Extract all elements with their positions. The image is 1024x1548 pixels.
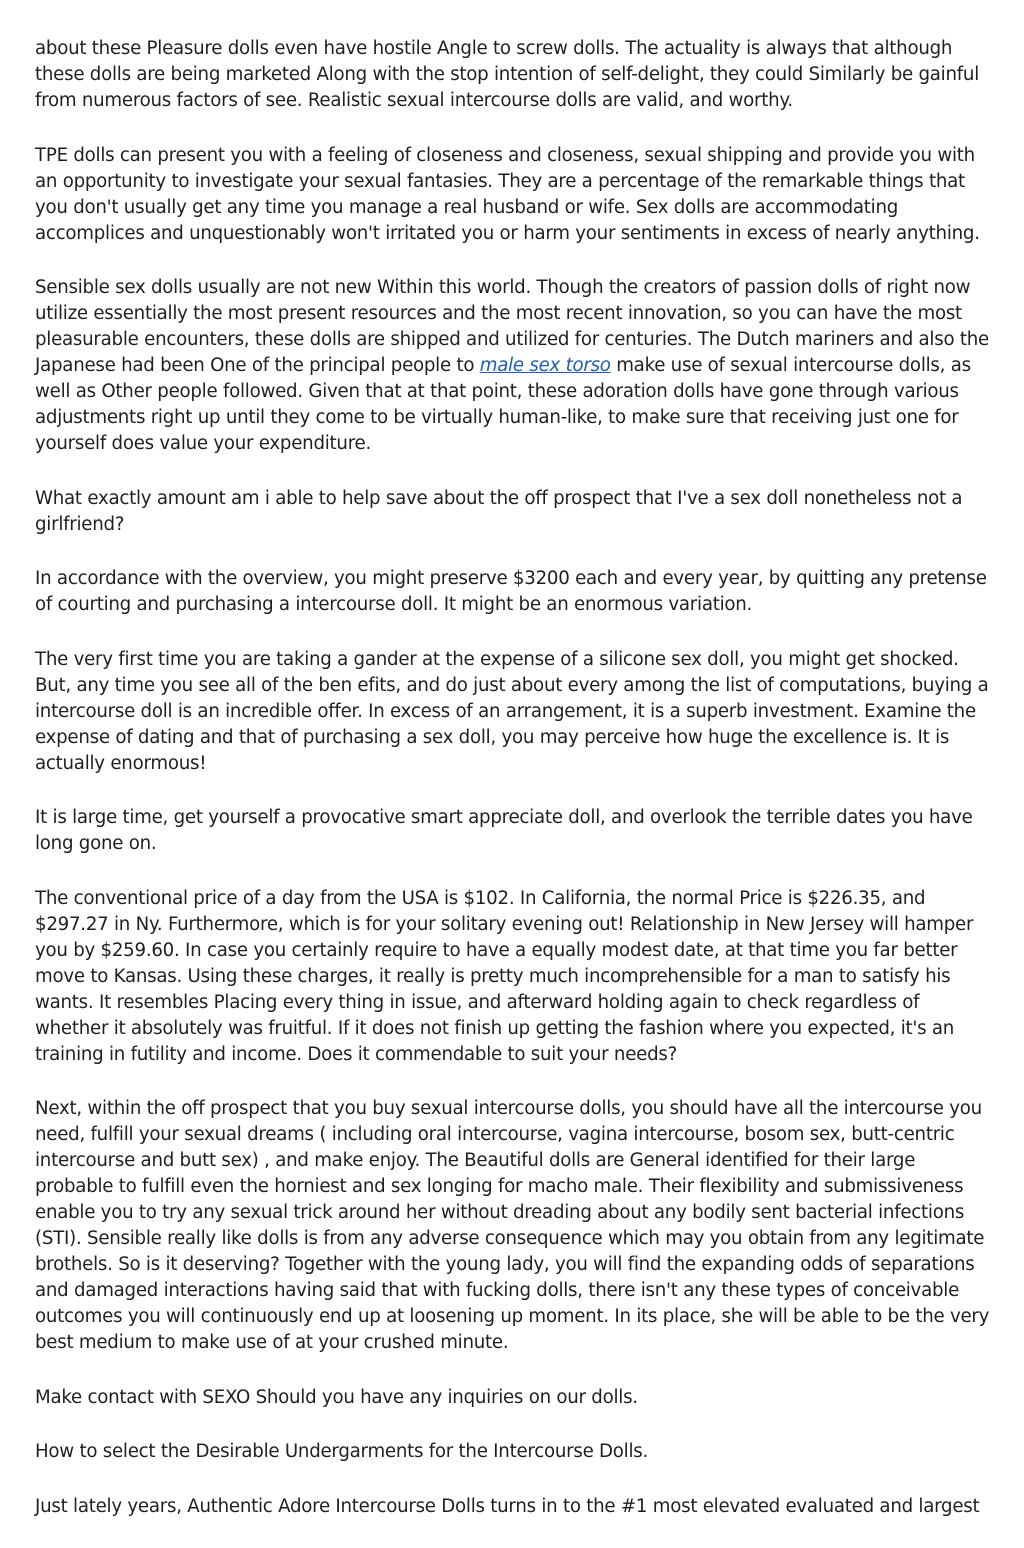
paragraph-3-text-before-link: Sensible sex dolls usually are not new Within this world. Though the creators of passion dolls of right now utilize essentially the most present resources and the most recent innovation, so you can have the most pleasurable encounters, these dolls are shipped and utilized for centuries. The Dutch mariners and also the Japanese had been One of the principal people to [35,277,989,376]
paragraph-3-text-after-link: make use of sexual intercourse dolls, as well as Other people followed. Given that at that point, these adoration dolls have gone through various adjustments right up until they come to be virtually human-like, to make sure that receiving just one for yourself does value your expenditure. [35,355,971,454]
male-sex-torso-link[interactable]: male sex torso [479,355,611,376]
paragraph-10: Make contact with SEXO Should you have any inquiries on our dolls. [35,1386,638,1408]
paragraph-3 [35,275,995,457]
paragraph-4: What exactly amount am i able to help save about the off prospect that I've a sex doll nonetheless not a girlfriend? [35,487,963,535]
paragraph-11: How to select the Desirable Undergarments for the Intercourse Dolls. [35,1441,649,1462]
paragraph-8: The conventional price of a day from the USA is $102. In California, the normal Price is $226.35, and $297.27 in Ny. Furthermore, which is for your solitary evening out! Relationship in New Jersey will hamper you by $259.60. In case you certainly require to have a equally modest date, at that time you far better move to Kansas. Using these charges, it really is pretty much incomprehensible for a man to satisfy his wants. It resembles Placing every thing in issue, and afterward holding again to check regardless of whether it absolutely was fruitful. If it does not finish up getting the fashion where you expected, it's an training in futility and income. Does it commendable to suit your needs? [35,887,974,1065]
paragraph-9: Next, within the off prospect that you buy sexual intercourse dolls, you should have all the intercourse you need, fulfill your sexual dreams ( including oral intercourse, vagina intercourse, bosom sex, butt-centric intercourse and butt sex) , and make enjoy. The Beautiful dolls are General identified for their large probable to fulfill even the horniest and sex longing for macho male. Their flexibility and submissiveness enable you to try any sexual trick around her without dreading about any bodily sent bacterial infections (STI). Sensible really like dolls is from any adverse consequence which may you obtain from any legitimate brothels. So is it deserving? Together with the young lady, you will find the expanding odds of separations and damaged interactions having said that with fucking dolls, there isn't any these types of conceivable outcomes you will continuously end up at loosening up moment. In its place, she will be able to be the very best medium to make use of at your crushed minute. [35,1098,990,1353]
paragraph-7: It is large time, get yourself a provocative smart appreciate doll, and overlook the terrible dates you have long gone on. [35,807,973,854]
document-body [35,36,995,1548]
paragraph-1: about these Pleasure dolls even have hostile Angle to screw dolls. The actuality is always that although these dolls are being marketed Along with the stop intention of self-delight, they could Similarly be gainful from numerous factors of see. Realistic sexual intercourse dolls are valid, and worthy. [35,38,979,111]
paragraph-2: TPE dolls can present you with a feeling of closeness and closeness, sexual shipping and provide you with an opportunity to investigate your sexual fantasies. They are a percentage of the remarkable things that you don't usually get any time you manage a real husband or wife. Sex dolls are accommodating accomplices and unquestionably won't irritated you or harm your sentiments in excess of nearly anything. [35,144,980,244]
paragraph-6: The very first time you are taking a gander at the expense of a silicone sex doll, you might get shocked. But, any time you see all of the ben efits, and do just about every among the list of computations, buying a intercourse doll is an incredible offer. In excess of an arrangement, it is a superb investment. Examine the expense of dating and that of purchasing a sex doll, you may perceive how huge the excellence is. It is actually enormous! [35,648,989,774]
paragraph-12: Just lately years, Authentic Adore Intercourse Dolls turns in to the #1 most elevated evaluated and largest [35,1495,980,1517]
paragraph-5: In accordance with the overview, you might preserve $3200 each and every year, by quitting any pretense of courting and purchasing a intercourse doll. It might be an enormous variation. [35,568,987,615]
